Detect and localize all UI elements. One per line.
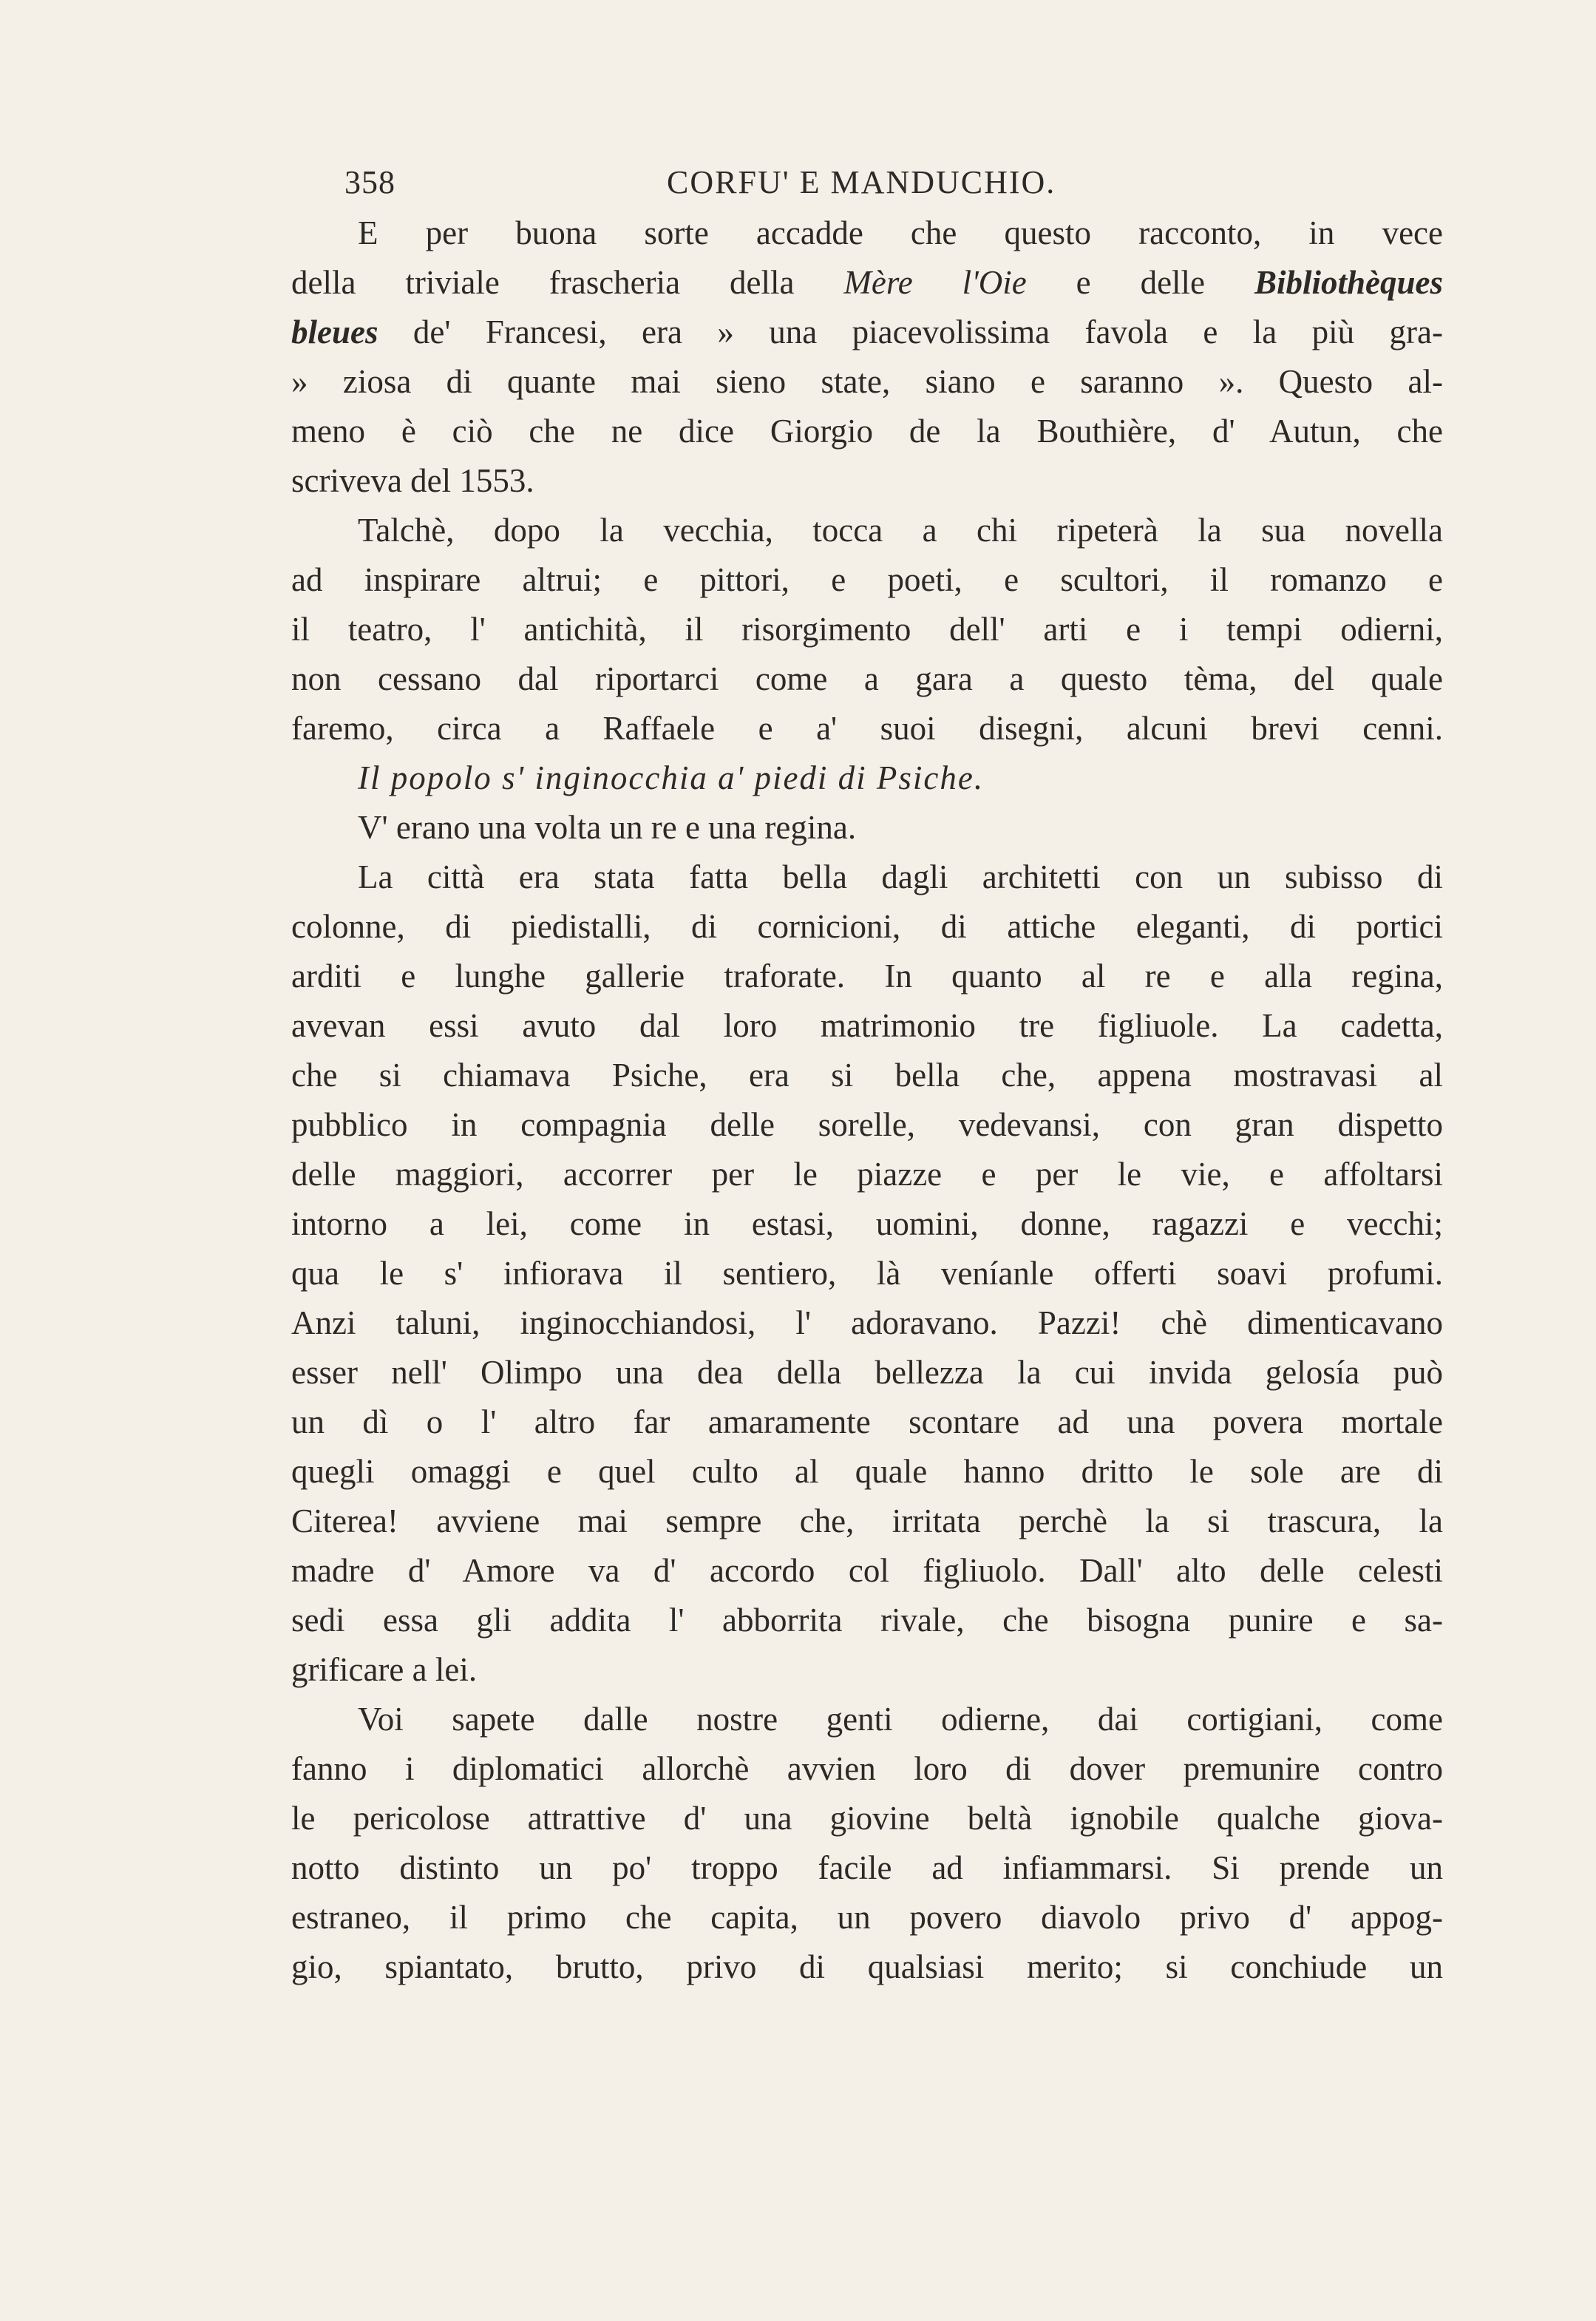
text-line [291, 704, 1443, 753]
text-line [358, 506, 1443, 555]
text-segment: Il popolo s' inginocchia a' piedi di Psiche. [358, 759, 985, 796]
text-segment: e delle [1026, 264, 1254, 301]
text-segment: madre d' Amore va d' accordo col figliuolo. Dall' alto delle celesti [291, 1552, 1443, 1589]
text-line [291, 1150, 1443, 1199]
text-line [291, 1001, 1443, 1051]
text-line [291, 407, 1443, 456]
text-segment: colonne, di piedistalli, di cornicioni, di attiche eleganti, di portici [291, 908, 1443, 945]
text-segment: Voi sapete dalle nostre genti odierne, dai cortigiani, come [358, 1701, 1443, 1738]
text-line [291, 1249, 1443, 1298]
text-segment: qua le s' infiorava il sentiero, là veníanle offerti soavi profumi. [291, 1255, 1443, 1292]
text-line [291, 1645, 477, 1695]
text-segment: fanno i diplomatici allorchè avvien loro di dover premunire contro [291, 1750, 1443, 1787]
text-segment: Bibliothèques [1254, 264, 1443, 301]
text-segment: intorno a lei, come in estasi, uomini, donne, ragazzi e vecchi; [291, 1205, 1443, 1242]
text-segment: Citerea! avviene mai sempre che, irritata perchè la si trascura, la [291, 1502, 1443, 1539]
text-segment: bleues [291, 314, 378, 350]
text-segment: il teatro, l' antichità, il risorgimento dell' arti e i tempi odierni, [291, 611, 1443, 648]
text-line [291, 1397, 1443, 1447]
text-line [358, 853, 1443, 902]
text-line [291, 952, 1443, 1001]
text-segment: » ziosa di quante mai sieno state, siano e saranno ». Questo al- [291, 363, 1443, 400]
text-line [291, 555, 1443, 605]
text-segment: quegli omaggi e quel culto al quale hanno dritto le sole are di [291, 1453, 1443, 1490]
text-segment: Mère l'Oie [843, 264, 1027, 301]
text-segment: meno è ciò che ne dice Giorgio de la Bouthière, d' Autun, che [291, 413, 1443, 450]
text-line [291, 1497, 1443, 1546]
text-line [291, 1100, 1443, 1150]
text-segment: non cessano dal riportarci come a gara a questo tèma, del quale [291, 660, 1443, 697]
text-line [291, 1794, 1443, 1843]
text-segment: della triviale frascheria della [291, 264, 844, 301]
text-line [291, 1843, 1443, 1893]
running-title: CORFU' E MANDUCHIO. [667, 164, 1056, 200]
text-segment: de' Francesi, era » una piacevolissima favola e la più gra- [378, 314, 1443, 350]
text-segment: arditi e lunghe gallerie traforate. In quanto al re e alla regina, [291, 958, 1443, 995]
text-line [291, 1744, 1443, 1794]
page-number: 358 [344, 164, 395, 200]
text-line [291, 902, 1443, 952]
body-text [291, 209, 1443, 2042]
text-segment: esser nell' Olimpo una dea della bellezza la cui invida gelosía può [291, 1354, 1443, 1391]
text-segment: estraneo, il primo che capita, un povero diavolo privo d' appog- [291, 1899, 1443, 1936]
page-header [344, 157, 1439, 209]
text-segment: delle maggiori, accorrer per le piazze e per le vie, e affoltarsi [291, 1156, 1443, 1193]
text-segment: ad inspirare altrui; e pittori, e poeti, e scultori, il romanzo e [291, 561, 1443, 598]
text-segment: La città era stata fatta bella dagli architetti con un subisso di [358, 858, 1443, 895]
text-segment: un dì o l' altro far amaramente scontare ad una povera mortale [291, 1403, 1443, 1440]
text-segment: E per buona sorte accadde che questo racconto, in vece [358, 214, 1443, 251]
text-line [291, 1546, 1443, 1596]
text-line [291, 1942, 1443, 1992]
text-segment: grificare a lei. [291, 1651, 478, 1688]
text-segment: che si chiamava Psiche, era si bella che, appena mostravasi al [291, 1057, 1443, 1094]
text-line [291, 654, 1443, 704]
text-line [358, 803, 856, 853]
text-line [291, 456, 534, 506]
text-segment: Anzi taluni, inginocchiandosi, l' adoravano. Pazzi! chè dimenticavano [291, 1304, 1443, 1341]
text-line [291, 357, 1443, 407]
text-segment: scriveva del 1553. [291, 462, 534, 499]
text-line [291, 258, 1443, 308]
text-line [291, 1447, 1443, 1497]
text-line [291, 1348, 1443, 1397]
text-line [291, 1298, 1443, 1348]
text-line [291, 308, 1443, 357]
text-line [358, 209, 1443, 258]
text-segment: notto distinto un po' troppo facile ad infiammarsi. Si prende un [291, 1849, 1443, 1886]
section-heading [358, 753, 984, 803]
text-line [291, 605, 1443, 654]
text-line [291, 1051, 1443, 1100]
text-line [291, 1893, 1443, 1942]
text-segment: V' erano una volta un re e una regina. [358, 809, 857, 846]
text-segment: Talchè, dopo la vecchia, tocca a chi ripeterà la sua novella [358, 512, 1443, 549]
text-segment: faremo, circa a Raffaele e a' suoi disegni, alcuni brevi cenni. [291, 710, 1443, 747]
text-segment: gio, spiantato, brutto, privo di qualsiasi merito; si conchiude un [291, 1948, 1443, 1985]
text-segment: pubblico in compagnia delle sorelle, vedevansi, con gran dispetto [291, 1106, 1443, 1143]
text-line [291, 1199, 1443, 1249]
text-line [291, 1596, 1443, 1645]
text-segment: avevan essi avuto dal loro matrimonio tre figliuole. La cadetta, [291, 1007, 1443, 1044]
text-segment: le pericolose attrattive d' una giovine beltà ignobile qualche giova- [291, 1800, 1443, 1837]
text-segment: sedi essa gli addita l' abborrita rivale, che bisogna punire e sa- [291, 1602, 1443, 1639]
text-line [358, 1695, 1443, 1744]
